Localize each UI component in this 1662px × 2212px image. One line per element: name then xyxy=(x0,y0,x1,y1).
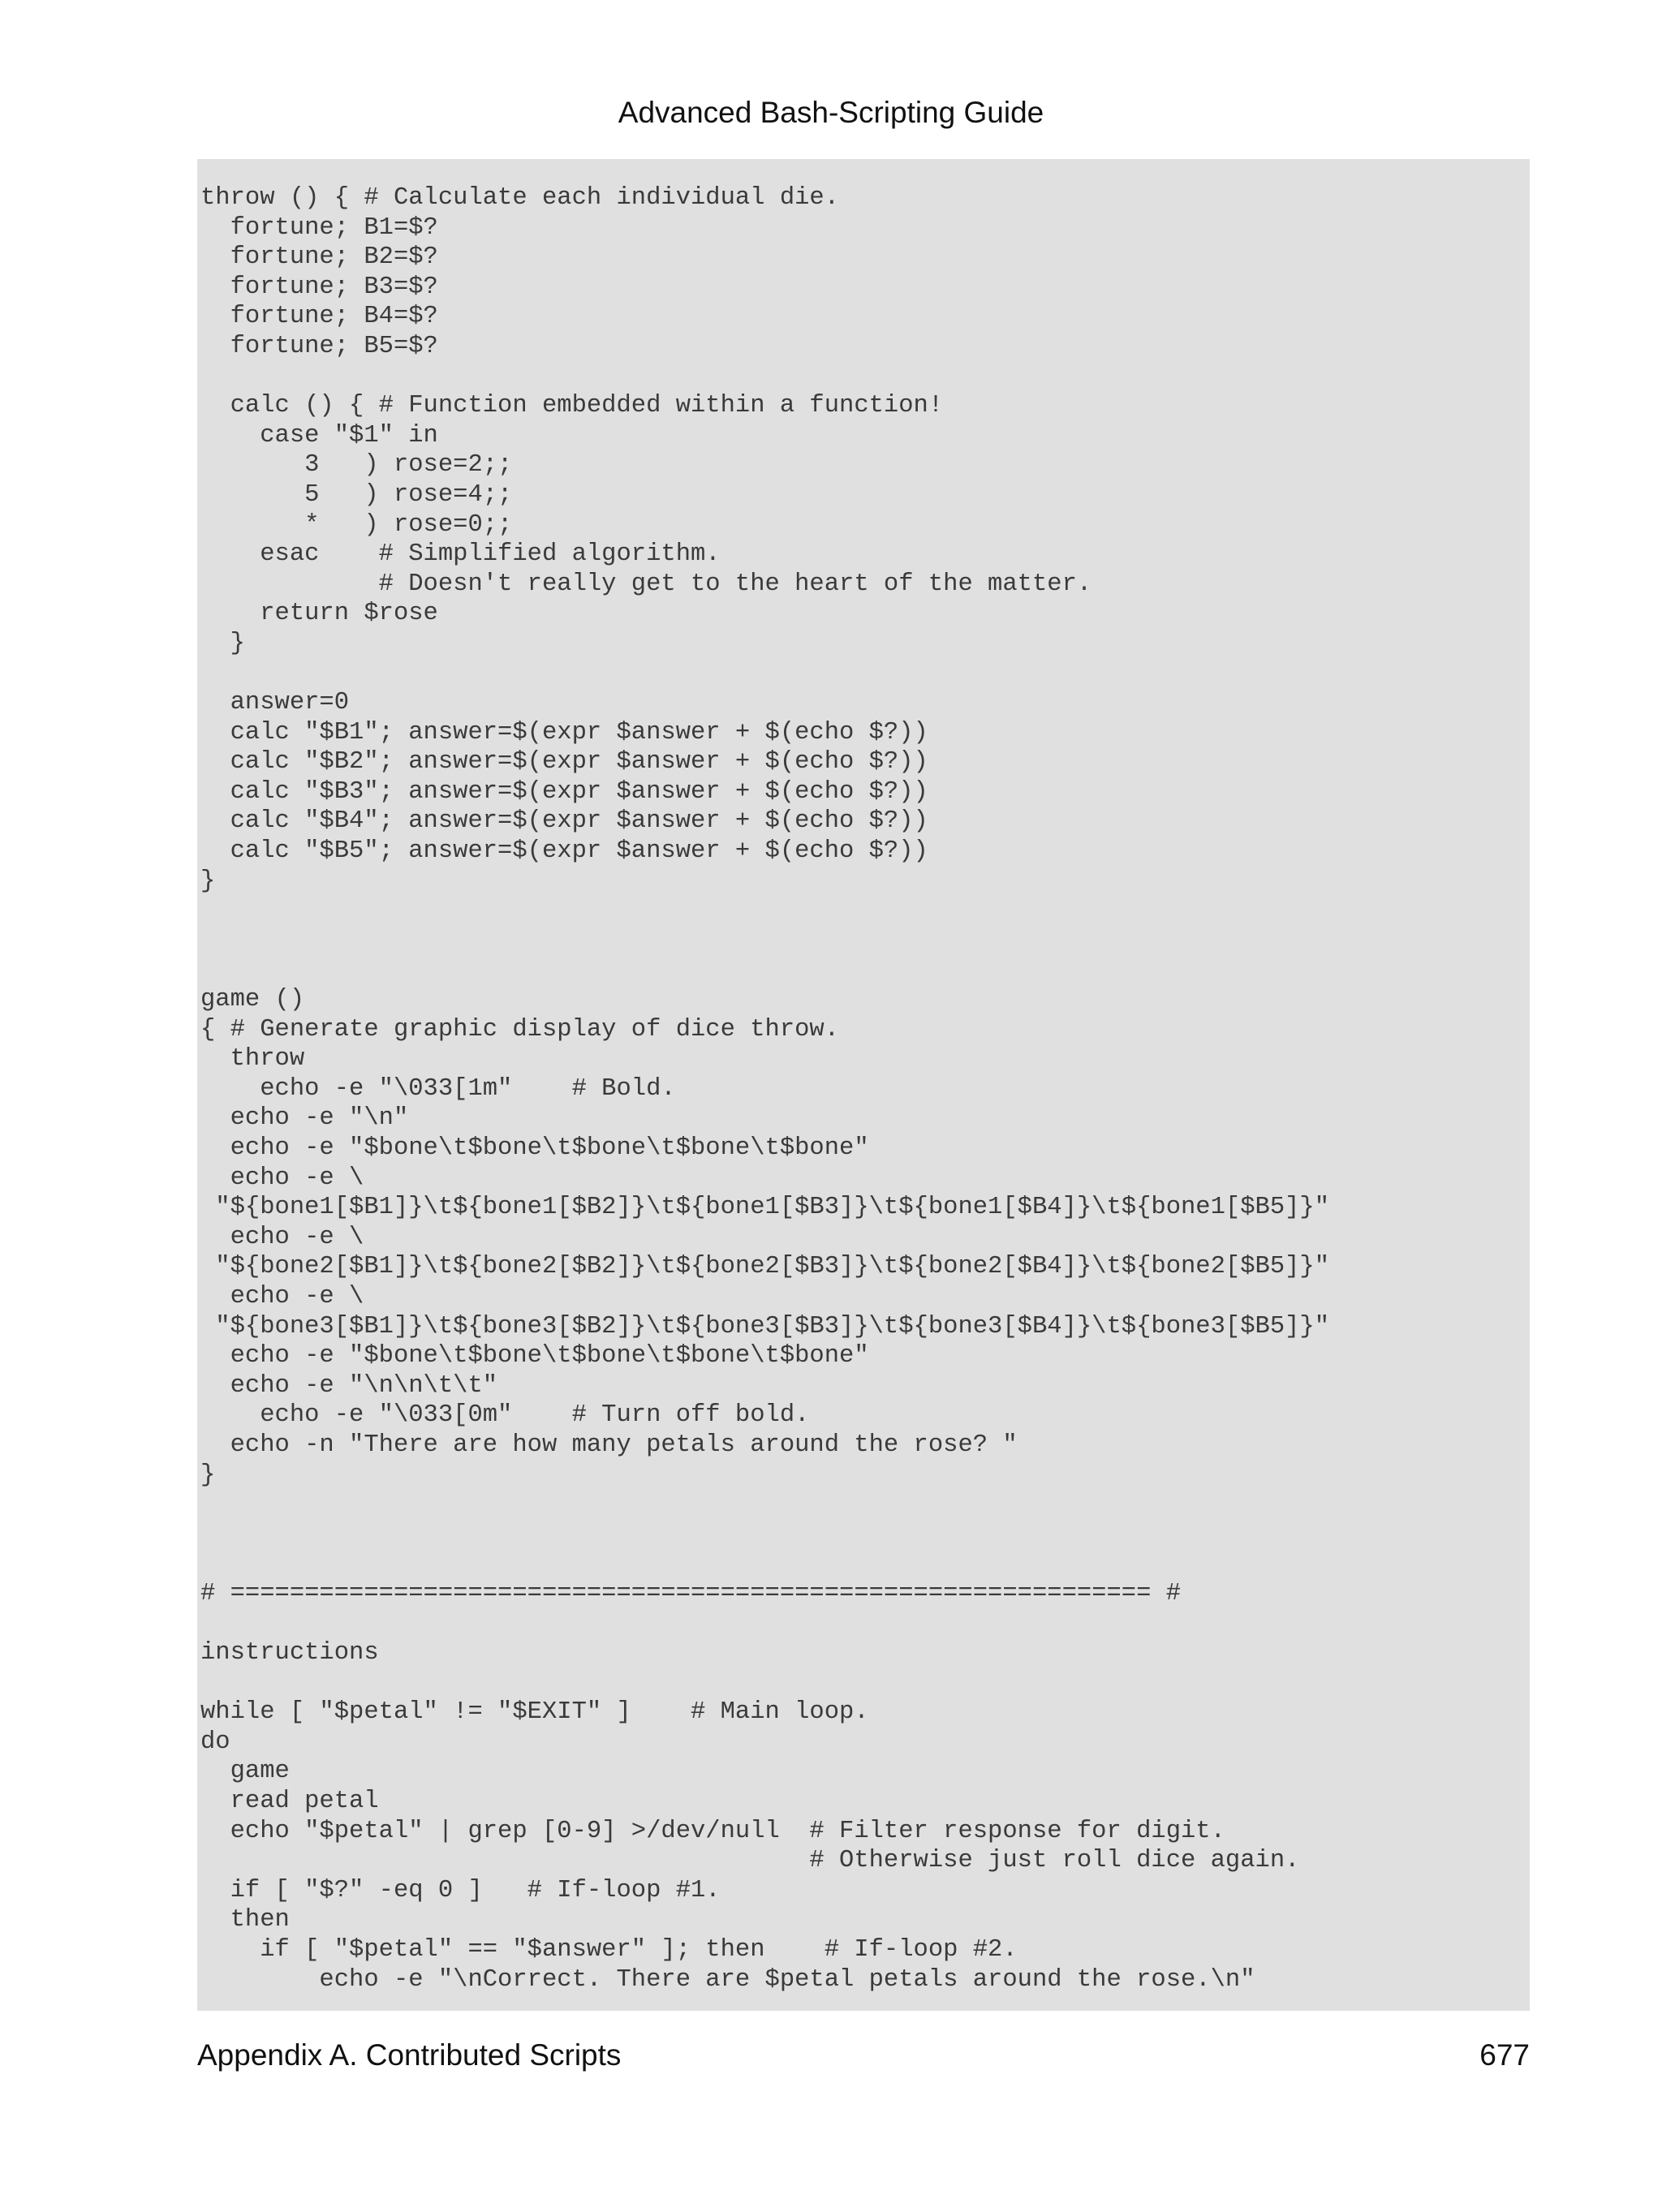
code-line: game xyxy=(200,1758,290,1786)
code-line xyxy=(200,896,1530,926)
code-line: fortune; B1=$? xyxy=(200,213,438,242)
code-line: echo -e "\n\n\t\t" xyxy=(200,1371,498,1400)
code-line: # ============================================================== # xyxy=(200,1579,1181,1607)
code-line: echo -e \ xyxy=(200,1282,364,1310)
code-line: # Otherwise just roll dice again. xyxy=(200,1847,1300,1875)
code-line: if [ "$petal" == "$answer" ]; then # If-loop #2. xyxy=(200,1936,1018,1965)
code-line: game () xyxy=(200,986,305,1014)
code-line: fortune; B2=$? xyxy=(200,243,438,272)
code-line: echo -e "$bone\t$bone\t$bone\t$bone\t$bone" xyxy=(200,1342,869,1371)
code-line: if [ "$?" -eq 0 ] # If-loop #1. xyxy=(200,1876,721,1904)
code-line: "${bone2[$B1]}\t${bone2[$B2]}\t${bone2[$B3]}\t${bone2[$B4]}\t${bone2[$B5]}" xyxy=(200,1253,1330,1281)
code-line: "${bone3[$B1]}\t${bone3[$B2]}\t${bone3[$B3]}\t${bone3[$B4]}\t${bone3[$B5]}" xyxy=(200,1312,1330,1341)
code-line xyxy=(200,659,1530,689)
code-line xyxy=(200,1549,1530,1579)
code-line: echo -n "There are how many petals around the rose? " xyxy=(200,1431,1018,1459)
code-line: calc "$B1"; answer=$(expr $answer + $(echo $?)) xyxy=(200,718,928,747)
code-line: calc "$B4"; answer=$(expr $answer + $(echo $?)) xyxy=(200,807,928,836)
code-line: } xyxy=(200,629,245,657)
code-line: "${bone1[$B1]}\t${bone1[$B2]}\t${bone1[$B3]}\t${bone1[$B4]}\t${bone1[$B5]}" xyxy=(200,1194,1330,1222)
code-line: calc "$B2"; answer=$(expr $answer + $(echo $?)) xyxy=(200,748,928,777)
code-line: calc () { # Function embedded within a function! xyxy=(200,392,944,420)
code-line: case "$1" in xyxy=(200,421,438,450)
code-line: instructions xyxy=(200,1639,379,1668)
code-line: esac # Simplified algorithm. xyxy=(200,540,721,569)
code-line: { # Generate graphic display of dice throw. xyxy=(200,1015,840,1044)
code-line: echo -e "$bone\t$bone\t$bone\t$bone\t$bone" xyxy=(200,1134,869,1162)
code-line xyxy=(200,955,1530,985)
code-line xyxy=(200,362,1530,392)
code-line: throw () { # Calculate each individual die. xyxy=(200,184,840,212)
code-line: echo -e "\n" xyxy=(200,1104,409,1133)
code-listing xyxy=(197,159,1530,2011)
code-line xyxy=(200,1520,1530,1550)
code-line xyxy=(200,1609,1530,1639)
footer-section-title: Appendix A. Contributed Scripts xyxy=(197,2038,622,2072)
code-line: calc "$B5"; answer=$(expr $answer + $(echo $?)) xyxy=(200,837,928,866)
code-line xyxy=(200,926,1530,956)
code-line: do xyxy=(200,1728,230,1756)
code-line: while [ "$petal" != "$EXIT" ] # Main loop. xyxy=(200,1698,869,1727)
code-line: fortune; B3=$? xyxy=(200,273,438,301)
code-line: echo "$petal" | grep [0-9] >/dev/null # Filter response for digit. xyxy=(200,1817,1225,1845)
code-line: 3 ) rose=2;; xyxy=(200,451,513,480)
code-line: # Doesn't really get to the heart of the matter. xyxy=(200,570,1092,598)
code-line: answer=0 xyxy=(200,689,350,717)
code-line: echo -e \ xyxy=(200,1164,364,1192)
code-line: return $rose xyxy=(200,600,438,628)
code-line: throw xyxy=(200,1045,305,1074)
code-line: 5 ) rose=4;; xyxy=(200,480,513,509)
code-line: echo -e \ xyxy=(200,1223,364,1251)
code-line: calc "$B3"; answer=$(expr $answer + $(echo $?)) xyxy=(200,777,928,806)
page-header-title: Advanced Bash-Scripting Guide xyxy=(618,96,1044,129)
page-number: 677 xyxy=(1479,2038,1530,2072)
code-line: } xyxy=(200,1461,216,1489)
code-line: } xyxy=(200,867,216,895)
code-line: * ) rose=0;; xyxy=(200,510,513,539)
code-line: echo -e "\nCorrect. There are $petal petals around the rose.\n" xyxy=(200,1965,1255,1994)
code-line: then xyxy=(200,1906,290,1934)
code-line: echo -e "\033[0m" # Turn off bold. xyxy=(200,1401,810,1430)
code-line xyxy=(200,1490,1530,1520)
code-line: read petal xyxy=(200,1788,379,1816)
code-line xyxy=(200,1668,1530,1698)
code-line: fortune; B5=$? xyxy=(200,332,438,360)
code-line: echo -e "\033[1m" # Bold. xyxy=(200,1074,676,1103)
code-line: fortune; B4=$? xyxy=(200,303,438,331)
